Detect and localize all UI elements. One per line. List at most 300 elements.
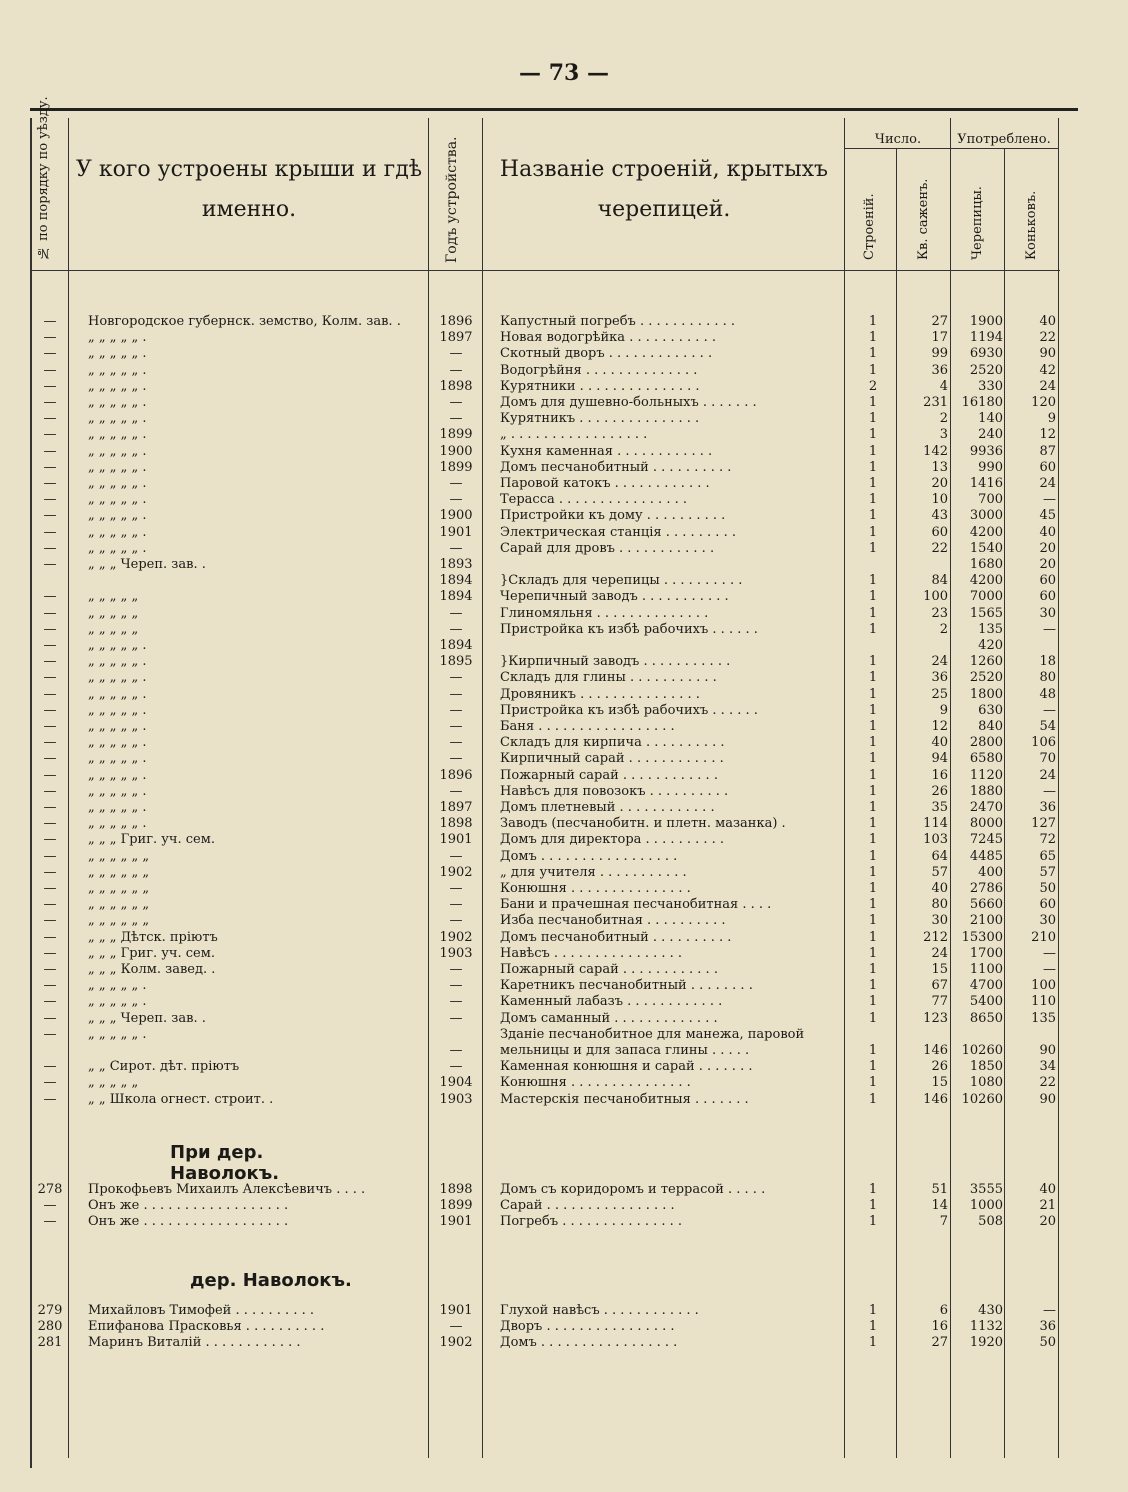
- cell-cher: 1900: [969, 314, 1003, 329]
- cell-owner: Новгородское губернск. земство, Колм. зав. .: [88, 314, 401, 329]
- cell-n: 2: [868, 378, 878, 394]
- cell-n: 1: [868, 314, 878, 329]
- cell-sq: 36: [931, 670, 948, 686]
- cell-cher: 840: [978, 719, 1003, 734]
- cell-year: —: [449, 1010, 463, 1026]
- cell-n: 1: [868, 686, 878, 702]
- cell-year: 1899: [439, 459, 473, 475]
- cell-sq: 146: [923, 1091, 948, 1107]
- cell-cher: 5400: [969, 994, 1003, 1010]
- cell-no: —: [43, 1026, 57, 1042]
- cell-year: 1897: [439, 330, 473, 346]
- cell-year: —: [449, 978, 463, 994]
- cell-name: Мастерскія песчанобитныя . . . . . . .: [500, 1091, 749, 1107]
- cell-n: 1: [868, 1182, 878, 1197]
- cell-n: 1: [868, 1303, 878, 1318]
- cell-name: Навѣсъ . . . . . . . . . . . . . . . .: [500, 945, 683, 961]
- cell-kon: 20: [1039, 540, 1056, 556]
- cell-name: Домъ плетневый . . . . . . . . . . . .: [500, 800, 715, 815]
- cell-cher: 2520: [969, 362, 1003, 378]
- cell-owner: „ „ „ „ „: [88, 1075, 139, 1091]
- cell-owner: „ „ „ „ „: [88, 621, 139, 637]
- cell-year: 1895: [439, 654, 473, 670]
- table-row: [0, 1011, 1128, 1027]
- cell-name: Домъ для директора . . . . . . . . . .: [500, 832, 725, 848]
- cell-year: —: [449, 362, 463, 378]
- cell-owner: „ „ „ „ „ .: [88, 702, 147, 718]
- table-row: [0, 913, 1128, 929]
- cell-n: 1: [868, 783, 878, 799]
- cell-no: —: [43, 735, 57, 751]
- header-col-no: № по порядку по уѣзду.: [36, 96, 51, 260]
- cell-sq: 51: [931, 1182, 948, 1197]
- cell-name: Домъ саманный . . . . . . . . . . . . .: [500, 1010, 718, 1026]
- cell-name: Навѣсъ для повозокъ . . . . . . . . . .: [500, 783, 729, 799]
- cell-sq: 43: [931, 508, 948, 524]
- cell-owner: „ „ „ „ „ .: [88, 800, 147, 815]
- cell-n: 1: [868, 1091, 878, 1107]
- table-row: [0, 654, 1128, 670]
- cell-year: 1896: [439, 314, 473, 329]
- cell-no: —: [43, 1198, 57, 1214]
- cell-n: 1: [868, 800, 878, 815]
- cell-no: —: [43, 978, 57, 994]
- cell-kon: —: [1043, 945, 1056, 961]
- cell-cher: 135: [978, 621, 1003, 637]
- cell-cher: 990: [978, 459, 1003, 475]
- cell-cher: 400: [978, 864, 1003, 880]
- cell-year: —: [449, 1043, 463, 1058]
- cell-owner: Онъ же . . . . . . . . . . . . . . . . . .: [88, 1198, 289, 1214]
- cell-owner: „ „ „ Колм. завед. .: [88, 962, 216, 977]
- cell-year: —: [449, 395, 463, 410]
- cell-year: 1900: [439, 443, 473, 459]
- cell-year: 1897: [439, 800, 473, 815]
- cell-kon: 60: [1039, 573, 1056, 589]
- cell-n: 1: [868, 1075, 878, 1091]
- cell-name: Пожарный сарай . . . . . . . . . . . .: [500, 962, 718, 977]
- cell-year: 1901: [439, 524, 473, 540]
- cell-name: Глухой навѣсъ . . . . . . . . . . . .: [500, 1303, 699, 1318]
- cell-name: Пожарный сарай . . . . . . . . . . . .: [500, 767, 718, 783]
- table-row: [0, 330, 1128, 346]
- cell-n: 1: [868, 459, 878, 475]
- cell-name: Зданіе песчанобитное для манежа, паровой: [500, 1026, 805, 1042]
- cell-owner: „ „ „ „ „ .: [88, 783, 147, 799]
- cell-name: Черепичный заводъ . . . . . . . . . . .: [500, 589, 729, 605]
- cell-no: —: [43, 945, 57, 961]
- cell-cher: 16180: [961, 395, 1003, 410]
- cell-cher: 1880: [969, 783, 1003, 799]
- cell-name: Конюшня . . . . . . . . . . . . . . .: [500, 1075, 691, 1091]
- cell-cher: 1100: [969, 962, 1003, 977]
- cell-no: —: [43, 686, 57, 702]
- cell-kon: 36: [1039, 1319, 1056, 1335]
- cell-no: —: [43, 864, 57, 880]
- cell-kon: 30: [1039, 605, 1056, 621]
- cell-cher: 1565: [969, 605, 1003, 621]
- cell-sq: 67: [931, 978, 948, 994]
- table-row: [0, 622, 1128, 638]
- cell-cher: 140: [978, 411, 1003, 427]
- cell-name: Каменная конюшня и сарай . . . . . . .: [500, 1059, 753, 1075]
- cell-n: 1: [868, 1214, 878, 1230]
- cell-sq: 22: [931, 540, 948, 556]
- cell-kon: 24: [1039, 378, 1056, 394]
- cell-owner: „ „ „ „ „ .: [88, 508, 147, 524]
- cell-year: 1901: [439, 832, 473, 848]
- cell-no: —: [43, 540, 57, 556]
- cell-sq: 25: [931, 686, 948, 702]
- cell-n: 1: [868, 978, 878, 994]
- cell-name: Домъ . . . . . . . . . . . . . . . . .: [500, 1335, 678, 1351]
- cell-cher: 15300: [961, 929, 1003, 945]
- cell-owner: „ „ „ „ „ .: [88, 411, 147, 427]
- cell-sq: 9: [939, 702, 948, 718]
- cell-kon: 12: [1039, 427, 1056, 443]
- cell-year: 1903: [439, 1091, 473, 1107]
- table-row: [0, 638, 1128, 654]
- cell-kon: 90: [1039, 1043, 1056, 1058]
- cell-n: 1: [868, 540, 878, 556]
- table-row: [0, 508, 1128, 524]
- cell-kon: —: [1043, 492, 1056, 508]
- cell-no: —: [43, 1075, 57, 1091]
- cell-kon: 110: [1031, 994, 1056, 1010]
- cell-no: —: [43, 638, 57, 653]
- cell-cher: 1120: [969, 767, 1003, 783]
- cell-kon: —: [1043, 1303, 1056, 1318]
- table-row: [0, 444, 1128, 460]
- table-row: [0, 492, 1128, 508]
- cell-kon: 50: [1039, 1335, 1056, 1351]
- cell-no: —: [43, 1059, 57, 1075]
- cell-owner: „ „ „ „ „ „: [88, 913, 150, 929]
- cell-sq: 60: [931, 524, 948, 540]
- cell-sq: 15: [931, 1075, 948, 1091]
- cell-n: 1: [868, 524, 878, 540]
- cell-kon: 22: [1039, 1075, 1056, 1091]
- cell-sq: 4: [939, 378, 948, 394]
- cell-sq: 2: [939, 411, 948, 427]
- cell-year: 1898: [439, 816, 473, 832]
- cell-no: —: [43, 378, 57, 394]
- cell-owner: „ „ „ „ „ .: [88, 330, 147, 346]
- table-row: [0, 525, 1128, 541]
- table-row: [0, 946, 1128, 962]
- cell-year: 1894: [439, 638, 473, 653]
- cell-cher: 1260: [969, 654, 1003, 670]
- cell-sq: 2: [939, 621, 948, 637]
- cell-cher: 4200: [969, 524, 1003, 540]
- cell-name: Домъ для душевно-больныхъ . . . . . . .: [500, 395, 757, 410]
- cell-owner: Онъ же . . . . . . . . . . . . . . . . . .: [88, 1214, 289, 1230]
- cell-no: —: [43, 767, 57, 783]
- cell-owner: „ „ „ „ „ .: [88, 686, 147, 702]
- table-row: [0, 800, 1128, 816]
- cell-cher: 330: [978, 378, 1003, 394]
- cell-year: 1894: [439, 589, 473, 605]
- cell-sq: 36: [931, 362, 948, 378]
- table-row: [0, 314, 1128, 330]
- cell-year: —: [449, 605, 463, 621]
- cell-sq: 99: [931, 346, 948, 362]
- cell-kon: 60: [1039, 897, 1056, 913]
- cell-owner: „ „ „ „ „ .: [88, 767, 147, 783]
- cell-kon: 30: [1039, 913, 1056, 929]
- cell-sq: 146: [923, 1043, 948, 1058]
- table-row: [0, 670, 1128, 686]
- cell-kon: 36: [1039, 800, 1056, 815]
- cell-kon: 18: [1039, 654, 1056, 670]
- cell-owner: „ „ „ „ „ „: [88, 848, 150, 864]
- cell-sq: 15: [931, 962, 948, 977]
- cell-year: 1904: [439, 1075, 473, 1091]
- table-row: [0, 557, 1128, 573]
- cell-year: —: [449, 670, 463, 686]
- cell-year: —: [449, 492, 463, 508]
- header-group-number: Число.: [874, 132, 922, 147]
- cell-year: 1893: [439, 557, 473, 572]
- cell-sq: 35: [931, 800, 948, 815]
- cell-kon: 40: [1039, 524, 1056, 540]
- table-row: [0, 897, 1128, 913]
- cell-year: 1894: [439, 573, 473, 589]
- cell-sq: 84: [931, 573, 948, 589]
- cell-year: —: [449, 735, 463, 751]
- table-row: [0, 1092, 1128, 1108]
- cell-sq: 64: [931, 848, 948, 864]
- cell-name: „ . . . . . . . . . . . . . . . . .: [500, 427, 648, 443]
- cell-n: 1: [868, 476, 878, 491]
- cell-kon: 48: [1039, 686, 1056, 702]
- cell-cher: 430: [978, 1303, 1003, 1318]
- cell-sq: 16: [931, 1319, 948, 1335]
- cell-kon: 57: [1039, 864, 1056, 880]
- cell-name: мельницы и для запаса глины . . . . .: [500, 1043, 750, 1058]
- cell-name: Глиномяльня . . . . . . . . . . . . . .: [500, 605, 709, 621]
- cell-no: —: [43, 654, 57, 670]
- cell-owner: „ „ „ „ „ .: [88, 492, 147, 508]
- cell-cher: 700: [978, 492, 1003, 508]
- cell-n: 1: [868, 621, 878, 637]
- cell-n: 1: [868, 1010, 878, 1026]
- cell-cher: 1680: [969, 557, 1003, 572]
- table-row: [0, 476, 1128, 492]
- cell-n: 1: [868, 492, 878, 508]
- cell-cher: 4700: [969, 978, 1003, 994]
- cell-sq: 24: [931, 654, 948, 670]
- cell-n: 1: [868, 881, 878, 896]
- cell-n: 1: [868, 411, 878, 427]
- cell-sq: 17: [931, 330, 948, 346]
- cell-cher: 5660: [969, 897, 1003, 913]
- cell-n: 1: [868, 330, 878, 346]
- cell-no: 281: [37, 1335, 63, 1351]
- cell-no: —: [43, 476, 57, 491]
- cell-cher: 1194: [969, 330, 1003, 346]
- header-col-year: Годъ устройства.: [444, 136, 460, 263]
- cell-owner: „ „ „ Череп. зав. .: [88, 557, 206, 572]
- cell-cher: 420: [978, 638, 1003, 653]
- cell-name: Заводъ (песчанобитн. и плетн. мазанка) .: [500, 816, 786, 832]
- cell-sq: 20: [931, 476, 948, 491]
- cell-cher: 1000: [969, 1198, 1003, 1214]
- cell-owner: „ „ „ „ „ .: [88, 719, 147, 734]
- cell-name: Терасса . . . . . . . . . . . . . . . .: [500, 492, 687, 508]
- cell-sq: 10: [931, 492, 948, 508]
- cell-cher: 1700: [969, 945, 1003, 961]
- header-group-used: Употреблено.: [957, 132, 1051, 147]
- cell-no: 278: [37, 1182, 63, 1197]
- cell-kon: 24: [1039, 476, 1056, 491]
- table-row: [0, 719, 1128, 735]
- cell-kon: 106: [1031, 735, 1056, 751]
- cell-year: —: [449, 702, 463, 718]
- cell-owner: „ „ Сирот. дѣт. пріютъ: [88, 1059, 240, 1075]
- cell-sq: 142: [923, 443, 948, 459]
- table-row: [0, 1335, 1128, 1351]
- cell-name: Электрическая станція . . . . . . . . .: [500, 524, 736, 540]
- table-row: [0, 849, 1128, 865]
- cell-sq: 80: [931, 897, 948, 913]
- cell-year: —: [449, 686, 463, 702]
- cell-owner: „ „ „ Григ. уч. сем.: [88, 945, 215, 961]
- cell-sq: 40: [931, 735, 948, 751]
- cell-cher: 7000: [969, 589, 1003, 605]
- cell-n: 1: [868, 719, 878, 734]
- cell-name: „ для учителя . . . . . . . . . . .: [500, 864, 687, 880]
- header-col-owner: У кого устроены крыши и гдѣ именно.: [75, 157, 423, 222]
- table-row: [0, 832, 1128, 848]
- table-row: [0, 606, 1128, 622]
- cell-owner: „ „ „ „ „ .: [88, 395, 147, 410]
- cell-name: Сарай для дровъ . . . . . . . . . . . .: [500, 540, 715, 556]
- cell-owner: „ „ „ „ „ .: [88, 751, 147, 767]
- cell-cher: 4200: [969, 573, 1003, 589]
- cell-no: —: [43, 751, 57, 767]
- cell-no: —: [43, 719, 57, 734]
- cell-name: Каменный лабазъ . . . . . . . . . . . .: [500, 994, 723, 1010]
- cell-owner: „ „ „ „ „ .: [88, 735, 147, 751]
- cell-cher: 3000: [969, 508, 1003, 524]
- cell-kon: 40: [1039, 1182, 1056, 1197]
- cell-owner: „ „ „ Череп. зав. .: [88, 1010, 206, 1026]
- cell-cher: 1416: [969, 476, 1003, 491]
- cell-name: Погребъ . . . . . . . . . . . . . . .: [500, 1214, 683, 1230]
- header-col-ridges: Коньковъ.: [1024, 190, 1039, 260]
- cell-no: —: [43, 881, 57, 896]
- table-row: [0, 865, 1128, 881]
- cell-cher: 4485: [969, 848, 1003, 864]
- cell-n: 1: [868, 605, 878, 621]
- cell-name: Конюшня . . . . . . . . . . . . . . .: [500, 881, 691, 896]
- cell-cher: 2470: [969, 800, 1003, 815]
- cell-no: —: [43, 702, 57, 718]
- cell-no: —: [43, 994, 57, 1010]
- cell-sq: 23: [931, 605, 948, 621]
- cell-cher: 8000: [969, 816, 1003, 832]
- cell-kon: 42: [1039, 362, 1056, 378]
- cell-no: —: [43, 330, 57, 346]
- cell-kon: 87: [1039, 443, 1056, 459]
- cell-no: —: [43, 362, 57, 378]
- cell-no: —: [43, 605, 57, 621]
- cell-kon: 127: [1031, 816, 1056, 832]
- cell-kon: 80: [1039, 670, 1056, 686]
- cell-cher: 10260: [961, 1091, 1003, 1107]
- cell-year: 1902: [439, 1335, 473, 1351]
- table-row: [0, 427, 1128, 443]
- cell-name: Каретникъ песчанобитный . . . . . . . .: [500, 978, 753, 994]
- cell-name: Капустный погребъ . . . . . . . . . . . .: [500, 314, 735, 329]
- cell-sq: 123: [923, 1010, 948, 1026]
- cell-no: —: [43, 913, 57, 929]
- cell-owner: „ „ „ „ „ .: [88, 443, 147, 459]
- cell-sq: 12: [931, 719, 948, 734]
- cell-kon: 20: [1039, 1214, 1056, 1230]
- table-row: [0, 768, 1128, 784]
- cell-no: —: [43, 589, 57, 605]
- cell-year: —: [449, 913, 463, 929]
- cell-n: 1: [868, 395, 878, 410]
- cell-no: —: [43, 314, 57, 329]
- cell-kon: 34: [1039, 1059, 1056, 1075]
- cell-n: 1: [868, 913, 878, 929]
- cell-year: —: [449, 751, 463, 767]
- cell-year: 1899: [439, 427, 473, 443]
- cell-owner: „ „ „ „ „ .: [88, 670, 147, 686]
- cell-sq: 212: [923, 929, 948, 945]
- cell-kon: 22: [1039, 330, 1056, 346]
- cell-n: 1: [868, 767, 878, 783]
- cell-cher: 1920: [969, 1335, 1003, 1351]
- table-row: [0, 573, 1128, 589]
- cell-kon: —: [1043, 621, 1056, 637]
- cell-name: }Кирпичный заводъ . . . . . . . . . . .: [500, 654, 731, 670]
- cell-no: —: [43, 621, 57, 637]
- header-bottom-rule: [30, 270, 1060, 271]
- cell-no: —: [43, 443, 57, 459]
- cell-year: —: [449, 476, 463, 491]
- table-row: [0, 411, 1128, 427]
- cell-name: Кирпичный сарай . . . . . . . . . . . .: [500, 751, 724, 767]
- cell-kon: 40: [1039, 314, 1056, 329]
- cell-sq: 40: [931, 881, 948, 896]
- header-col-tiles: Черепицы.: [970, 186, 985, 260]
- cell-cher: 2520: [969, 670, 1003, 686]
- cell-year: —: [449, 962, 463, 977]
- cell-cher: 1132: [969, 1319, 1003, 1335]
- cell-name: Домъ песчанобитный . . . . . . . . . .: [500, 929, 732, 945]
- cell-owner: „ „ „ „ „ .: [88, 816, 147, 832]
- cell-owner: Прокофьевъ Михаилъ Алексѣевичъ . . . .: [88, 1182, 366, 1197]
- cell-year: —: [449, 848, 463, 864]
- cell-name: Водогрѣйня . . . . . . . . . . . . . .: [500, 362, 698, 378]
- cell-no: —: [43, 800, 57, 815]
- cell-year: 1901: [439, 1214, 473, 1230]
- cell-name: Баня . . . . . . . . . . . . . . . . .: [500, 719, 675, 734]
- cell-owner: „ „ „ „ „ „: [88, 881, 150, 896]
- cell-n: 1: [868, 962, 878, 977]
- cell-no: —: [43, 1010, 57, 1026]
- cell-n: 1: [868, 1059, 878, 1075]
- cell-sq: 103: [923, 832, 948, 848]
- cell-owner: „ „ „ „ „ .: [88, 362, 147, 378]
- cell-sq: 27: [931, 314, 948, 329]
- cell-owner: „ „ „ „ „ .: [88, 378, 147, 394]
- cell-owner: „ „ „ „ „ .: [88, 654, 147, 670]
